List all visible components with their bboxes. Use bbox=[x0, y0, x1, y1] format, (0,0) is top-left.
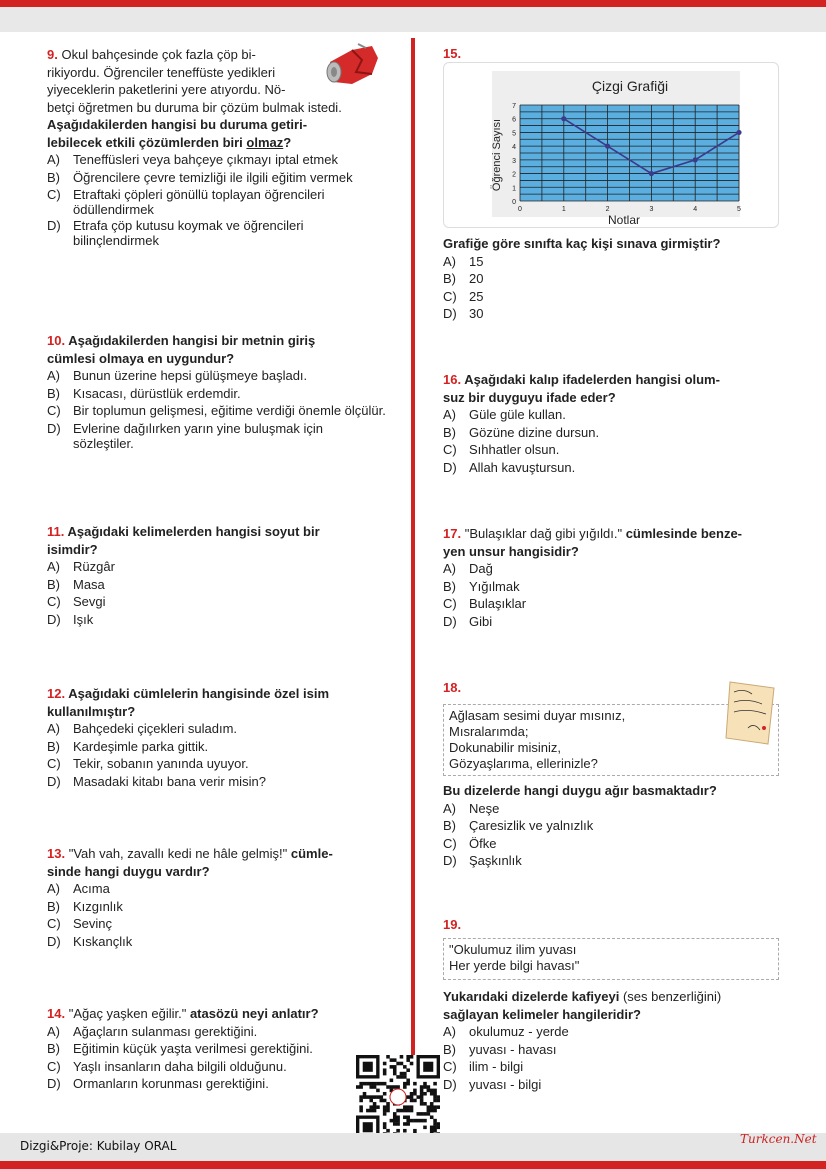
column-divider bbox=[411, 38, 415, 1138]
question-prompt: Bu dizelerde hangi duygu ağır basmaktadır? bbox=[443, 783, 717, 798]
option-letter: C) bbox=[47, 756, 61, 771]
option-text: Dağ bbox=[469, 561, 493, 576]
question-16 bbox=[443, 371, 783, 476]
option-text: Kıskançlık bbox=[73, 933, 133, 949]
data-point bbox=[736, 130, 741, 135]
option-letter: C) bbox=[443, 1059, 457, 1074]
question-number: 14. bbox=[47, 1006, 66, 1021]
option-c[interactable] bbox=[47, 1058, 392, 1076]
question-17 bbox=[443, 525, 783, 630]
option-text: Gibi bbox=[469, 613, 493, 629]
question-prompt: Aşağıdaki kelimelerden hangisi soyut bir bbox=[67, 524, 320, 539]
option-text: Sevinç bbox=[73, 916, 113, 931]
question-12 bbox=[47, 685, 387, 790]
x-tick-label: 0 bbox=[518, 206, 522, 213]
y-tick-label: 4 bbox=[512, 144, 516, 152]
option-letter: C) bbox=[47, 916, 61, 931]
option-text: Bahçedeki çiçekleri suladım. bbox=[73, 721, 238, 736]
option-text: Sıhhatler olsun. bbox=[469, 442, 560, 457]
option-a[interactable] bbox=[47, 367, 387, 385]
question-prompt: Yukarıdaki dizelerde kafiyeyi bbox=[443, 989, 620, 1004]
option-b[interactable] bbox=[443, 578, 783, 596]
data-point bbox=[693, 157, 698, 162]
poem-line: "Okulumuz ilim yuvası bbox=[449, 942, 577, 957]
option-text: Etraftaki çöpleri gönüllü toplayan öğrencileri ödüllendirmek bbox=[73, 187, 325, 217]
option-letter: C) bbox=[47, 403, 61, 418]
options-list bbox=[47, 367, 387, 451]
question-prompt: yen unsur hangisidir? bbox=[443, 543, 579, 559]
options-list bbox=[47, 151, 387, 248]
option-letter: B) bbox=[443, 424, 456, 440]
option-letter: D) bbox=[443, 459, 457, 475]
option-letter: A) bbox=[443, 407, 456, 422]
footer-credit: Dizgi&Proje: Kubilay ORAL bbox=[20, 1139, 177, 1153]
option-d[interactable] bbox=[47, 1075, 392, 1093]
question-number: 10. bbox=[47, 333, 66, 348]
option-letter: D) bbox=[443, 1076, 457, 1092]
option-b[interactable] bbox=[443, 424, 783, 442]
option-text: Şaşkınlık bbox=[469, 853, 522, 868]
y-tick-label: 1 bbox=[512, 185, 516, 193]
question-14 bbox=[47, 1005, 392, 1093]
question-prompt: cümlesinde benze- bbox=[622, 526, 742, 541]
option-letter: C) bbox=[47, 1058, 61, 1074]
option-letter: D) bbox=[47, 218, 61, 233]
option-text: Eğitimin küçük yaşta verilmesi gerektiğini. bbox=[73, 1041, 313, 1056]
question-prompt: Aşağıdaki kalıp ifadelerden hangisi olum- bbox=[464, 372, 720, 387]
answer-key-qr-code[interactable] bbox=[356, 1055, 440, 1139]
x-tick-label: 3 bbox=[649, 206, 654, 213]
option-a[interactable] bbox=[47, 1023, 392, 1041]
option-letter: D) bbox=[443, 853, 457, 868]
footer-red-stripe bbox=[0, 1161, 826, 1169]
stem-line: Okul bahçesinde çok fazla çöp bi- bbox=[61, 47, 256, 62]
options-list bbox=[443, 406, 783, 476]
option-text: Kardeşimle parka gittik. bbox=[73, 738, 209, 754]
top-red-stripe bbox=[0, 0, 826, 7]
question-prompt: Aşağıdakilerden hangisi bir metnin giriş bbox=[68, 333, 316, 348]
option-a[interactable] bbox=[443, 253, 783, 271]
option-text: Bunun üzerine hepsi gülüşmeye başladı. bbox=[73, 368, 308, 383]
option-a[interactable] bbox=[443, 1023, 783, 1041]
option-c[interactable] bbox=[443, 288, 783, 306]
y-tick-label: 3 bbox=[512, 157, 516, 165]
top-bar bbox=[0, 0, 826, 32]
option-letter: A) bbox=[47, 1023, 60, 1039]
option-text: Rüzgâr bbox=[73, 559, 115, 574]
option-letter: B) bbox=[443, 271, 456, 286]
x-tick-label: 1 bbox=[561, 206, 566, 213]
option-letter: C) bbox=[443, 596, 457, 611]
option-b[interactable] bbox=[47, 385, 387, 403]
option-letter: B) bbox=[443, 818, 456, 833]
option-letter: D) bbox=[443, 306, 457, 321]
option-c[interactable] bbox=[443, 595, 783, 613]
option-letter: C) bbox=[443, 288, 457, 304]
data-point bbox=[649, 171, 654, 176]
stem-line: yiyeceklerin paketlerini yere atıyordu. Nö- bbox=[47, 82, 286, 97]
option-c[interactable] bbox=[47, 186, 387, 217]
question-prompt: atasözü neyi anlatır? bbox=[186, 1006, 319, 1021]
option-c[interactable] bbox=[443, 1058, 783, 1076]
prompt-part: lebilecek etkili çözümlerden biri bbox=[47, 134, 247, 150]
option-text: 20 bbox=[469, 271, 484, 286]
option-text: Yaşlı insanların daha bilgili olduğunu. bbox=[73, 1058, 287, 1074]
site-logo: Turkcen.Net bbox=[740, 1132, 817, 1146]
question-number: 12. bbox=[47, 686, 66, 701]
options-list bbox=[47, 880, 387, 950]
option-a[interactable] bbox=[443, 406, 783, 424]
y-tick-label: 5 bbox=[512, 130, 516, 138]
prompt-negation: olmaz bbox=[246, 134, 284, 150]
option-text: Güle güle kullan. bbox=[469, 407, 566, 422]
option-letter: C) bbox=[47, 594, 61, 609]
stem-line: betçi öğretmen bu duruma bir çözüm bulmak istedi. bbox=[47, 99, 342, 115]
option-letter: A) bbox=[47, 721, 60, 736]
option-a[interactable] bbox=[47, 720, 387, 738]
question-prompt: sağlayan kelimeler hangileridir? bbox=[443, 1006, 641, 1022]
option-a[interactable] bbox=[443, 560, 783, 578]
poem-line: Dokunabilir misiniz, bbox=[449, 740, 561, 755]
option-text: Ağaçların sulanması gerektiğini. bbox=[73, 1023, 258, 1039]
option-text: 25 bbox=[469, 288, 484, 304]
option-b[interactable] bbox=[47, 898, 387, 916]
line-chart bbox=[444, 63, 780, 229]
poem-line: Gözyaşlarıma, ellerinizle? bbox=[449, 756, 598, 771]
option-a[interactable] bbox=[47, 880, 387, 898]
stem-line: rikiyordu. Öğrenciler teneffüste yedikleri bbox=[47, 64, 276, 80]
option-text: Kısacası, dürüstlük erdemdir. bbox=[73, 385, 241, 401]
option-c[interactable] bbox=[443, 441, 783, 459]
option-letter: A) bbox=[443, 1024, 456, 1039]
question-number: 16. bbox=[443, 372, 462, 387]
option-b[interactable] bbox=[47, 576, 387, 594]
option-text: Evlerine dağılırken yarın yine buluşmak için sözleştiler. bbox=[73, 420, 324, 451]
question-prompt bbox=[47, 134, 387, 152]
option-a[interactable] bbox=[443, 800, 783, 818]
option-text: Kızgınlık bbox=[73, 898, 123, 914]
option-text: Bulaşıklar bbox=[469, 596, 527, 611]
option-d[interactable] bbox=[47, 611, 387, 629]
prompt-part: ? bbox=[283, 134, 292, 150]
question-number: 17. bbox=[443, 526, 462, 541]
option-text: Gözüne dizine dursun. bbox=[469, 424, 600, 440]
question-number: 18. bbox=[443, 680, 462, 695]
option-d[interactable] bbox=[443, 459, 783, 477]
option-text: Acıma bbox=[73, 881, 110, 896]
option-text: yuvası - bilgi bbox=[469, 1076, 542, 1092]
option-d[interactable] bbox=[443, 852, 783, 870]
option-text: okulumuz - yerde bbox=[469, 1024, 569, 1039]
question-19 bbox=[443, 916, 783, 934]
option-b[interactable] bbox=[47, 1040, 392, 1058]
option-letter: B) bbox=[47, 898, 60, 914]
note-paper-illustration bbox=[722, 678, 780, 748]
poem-line: Ağlasam sesimi duyar mısınız, bbox=[449, 708, 626, 723]
option-letter: B) bbox=[443, 1041, 456, 1057]
question-13 bbox=[47, 845, 387, 950]
quoted-sentence: "Vah vah, zavallı kedi ne hâle gelmiş!" bbox=[68, 846, 288, 861]
y-tick-label: 7 bbox=[512, 103, 516, 110]
question-15-body bbox=[443, 235, 783, 323]
y-tick-label: 0 bbox=[512, 199, 516, 206]
option-text: 15 bbox=[469, 253, 484, 269]
crushed-can-illustration bbox=[322, 40, 384, 90]
question-prompt: cümlesi olmaya en uygundur? bbox=[47, 350, 235, 366]
question-number: 11. bbox=[47, 524, 65, 539]
option-letter: B) bbox=[47, 576, 60, 592]
option-b[interactable] bbox=[443, 1041, 783, 1059]
y-axis-label: Öğrenci Sayısı bbox=[491, 118, 503, 192]
option-text: Öfke bbox=[469, 835, 497, 851]
option-b[interactable] bbox=[47, 738, 387, 756]
option-letter: D) bbox=[47, 1076, 61, 1091]
line-chart-card bbox=[443, 62, 779, 228]
question-number: 13. bbox=[47, 846, 66, 861]
option-text: Masadaki kitabı bana verir misin? bbox=[73, 773, 266, 789]
x-tick-label: 2 bbox=[605, 206, 610, 213]
option-letter: A) bbox=[443, 800, 456, 816]
options-list bbox=[47, 720, 387, 790]
option-text: Ormanların korunması gerektiğini. bbox=[73, 1076, 269, 1091]
option-text: Masa bbox=[73, 576, 105, 592]
option-letter: C) bbox=[47, 187, 61, 202]
poem-line: Her yerde bilgi havası" bbox=[449, 958, 580, 973]
option-letter: A) bbox=[47, 559, 60, 574]
y-tick-label: 2 bbox=[512, 171, 516, 179]
x-axis-label: Notlar bbox=[607, 213, 641, 227]
option-letter: A) bbox=[47, 368, 60, 383]
option-letter: D) bbox=[47, 933, 61, 949]
option-d[interactable] bbox=[47, 217, 387, 248]
question-10 bbox=[47, 332, 387, 451]
poem-box bbox=[443, 938, 779, 980]
chart-title: Çizgi Grafiği bbox=[591, 78, 669, 94]
option-text: Etrafa çöp kutusu koymak ve öğrencileri bilinçlendirmek bbox=[73, 218, 304, 248]
option-a[interactable] bbox=[47, 558, 387, 576]
options-list bbox=[47, 1023, 392, 1093]
option-c[interactable] bbox=[443, 835, 783, 853]
option-text: Çaresizlik ve yalnızlık bbox=[469, 818, 594, 833]
data-point bbox=[605, 144, 610, 149]
option-d[interactable] bbox=[47, 933, 387, 951]
option-d[interactable] bbox=[47, 773, 387, 791]
option-letter: A) bbox=[47, 881, 60, 896]
option-text: ilim - bilgi bbox=[469, 1059, 524, 1074]
option-letter: A) bbox=[47, 152, 60, 167]
question-18-body bbox=[443, 782, 783, 870]
option-letter: A) bbox=[443, 561, 456, 576]
option-text: Bir toplumun gelişmesi, eğitime verdiği önemle ölçülür. bbox=[73, 403, 386, 418]
question-19-body bbox=[443, 988, 783, 1093]
option-text: Allah kavuştursun. bbox=[469, 459, 576, 475]
question-number: 19. bbox=[443, 917, 462, 932]
option-letter: B) bbox=[47, 169, 60, 185]
option-c[interactable] bbox=[47, 915, 387, 933]
options-list bbox=[443, 253, 783, 323]
option-d[interactable] bbox=[443, 1076, 783, 1094]
option-letter: D) bbox=[47, 420, 61, 436]
option-c[interactable] bbox=[47, 593, 387, 611]
option-a[interactable] bbox=[47, 151, 387, 169]
question-number: 15. bbox=[443, 46, 462, 61]
x-tick-label: 4 bbox=[693, 206, 698, 213]
option-letter: B) bbox=[47, 738, 60, 754]
option-text: Sevgi bbox=[73, 594, 106, 609]
option-d[interactable] bbox=[47, 420, 387, 451]
question-prompt: kullanılmıştır? bbox=[47, 703, 136, 719]
option-letter: B) bbox=[47, 1041, 60, 1056]
question-prompt: cümle- bbox=[287, 846, 333, 861]
option-letter: A) bbox=[443, 253, 456, 269]
option-letter: D) bbox=[443, 613, 457, 629]
option-text: Neşe bbox=[469, 800, 500, 816]
option-text: Işık bbox=[73, 611, 94, 627]
option-letter: C) bbox=[443, 442, 457, 457]
options-list bbox=[47, 558, 387, 628]
option-letter: C) bbox=[443, 835, 457, 851]
option-text: Tekir, sobanın yanında uyuyor. bbox=[73, 756, 249, 771]
option-c[interactable] bbox=[47, 755, 387, 773]
option-text: Yığılmak bbox=[469, 578, 520, 594]
x-tick-label: 5 bbox=[737, 206, 741, 213]
option-text: Öğrencilere çevre temizliği ile ilgili eğitim vermek bbox=[73, 169, 353, 185]
option-letter: B) bbox=[47, 385, 60, 401]
question-prompt: sinde hangi duygu vardır? bbox=[47, 863, 210, 879]
options-list bbox=[443, 800, 783, 870]
options-list bbox=[443, 1023, 783, 1093]
option-b[interactable] bbox=[47, 169, 387, 187]
question-prompt: isimdir? bbox=[47, 541, 98, 557]
question-15 bbox=[443, 45, 783, 63]
options-list bbox=[443, 560, 783, 630]
y-tick-label: 6 bbox=[512, 116, 516, 124]
option-d[interactable] bbox=[443, 613, 783, 631]
prompt-note: (ses benzerliğini) bbox=[619, 989, 722, 1004]
question-11 bbox=[47, 523, 387, 628]
question-prompt: Aşağıdakilerden hangisi bu duruma getiri- bbox=[47, 117, 308, 132]
option-d[interactable] bbox=[443, 305, 783, 323]
question-number: 9. bbox=[47, 47, 58, 62]
quoted-sentence: "Bulaşıklar dağ gibi yığıldı." bbox=[464, 526, 623, 541]
quoted-proverb: "Ağaç yaşken eğilir." bbox=[68, 1006, 187, 1021]
question-prompt: Aşağıdaki cümlelerin hangisinde özel isim bbox=[68, 686, 330, 701]
option-text: 30 bbox=[469, 306, 484, 321]
data-point bbox=[561, 116, 566, 121]
option-text: Teneffüsleri veya bahçeye çıkmayı iptal etmek bbox=[73, 152, 338, 167]
option-b[interactable] bbox=[443, 270, 783, 288]
option-b[interactable] bbox=[443, 817, 783, 835]
option-text: yuvası - havası bbox=[469, 1041, 557, 1057]
question-prompt: Grafiğe göre sınıfta kaç kişi sınava girmiştir? bbox=[443, 236, 721, 251]
question-prompt: suz bir duyguyu ifade eder? bbox=[443, 389, 616, 405]
option-letter: D) bbox=[47, 773, 61, 789]
option-letter: D) bbox=[47, 611, 61, 627]
option-c[interactable] bbox=[47, 402, 387, 420]
poem-line: Mısralarımda; bbox=[449, 724, 529, 739]
option-letter: B) bbox=[443, 578, 456, 594]
